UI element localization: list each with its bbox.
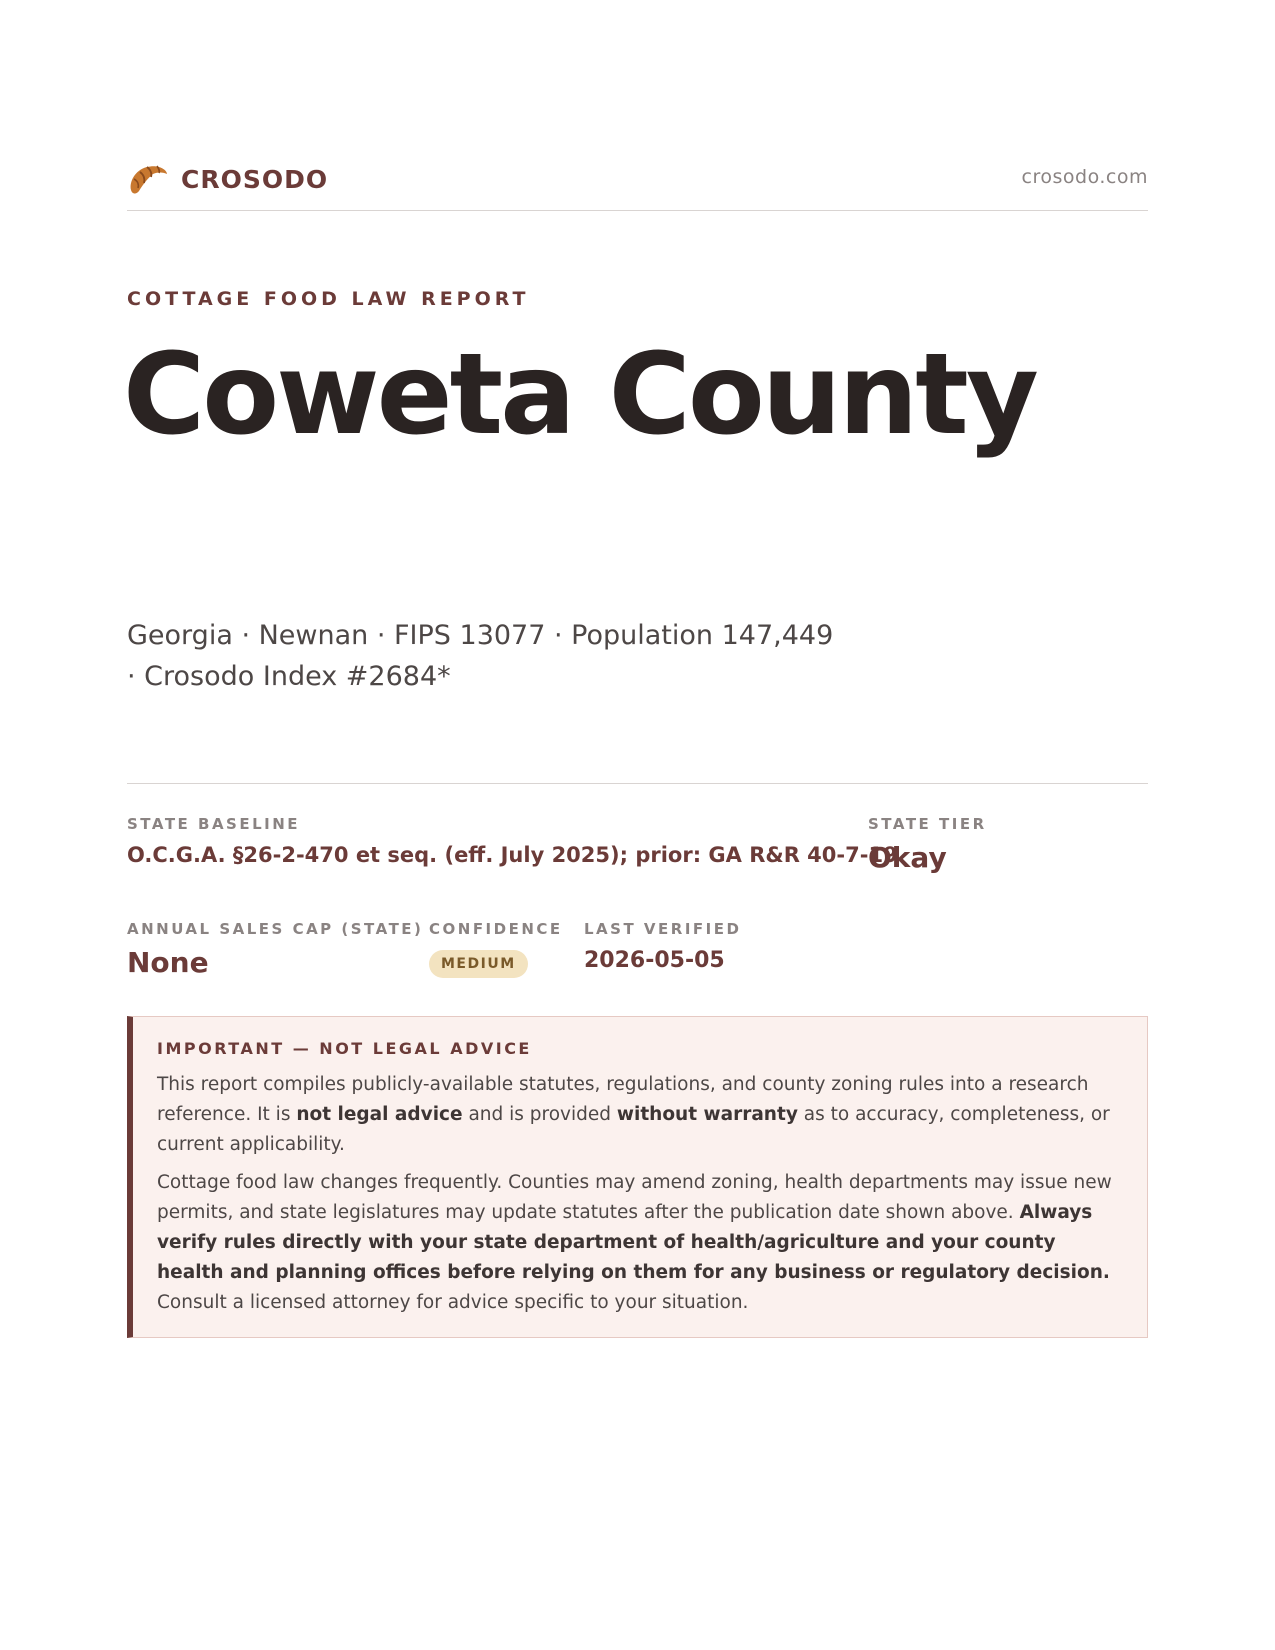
state-tier-label: STATE TIER: [868, 815, 987, 833]
state-baseline-field: [127, 815, 898, 867]
last-verified-field: [584, 920, 741, 973]
confidence-label: CONFIDENCE: [429, 920, 563, 938]
report-eyebrow: COTTAGE FOOD LAW REPORT: [127, 288, 530, 310]
divider: [127, 783, 1148, 784]
state-baseline-label: STATE BASELINE: [127, 815, 301, 833]
croissant-icon: [127, 160, 169, 198]
legal-disclaimer-notice: [127, 1016, 1148, 1338]
sales-cap-field: [127, 920, 423, 979]
notice-text: and is provided: [462, 1104, 617, 1125]
notice-emphasis: not legal advice: [296, 1104, 463, 1125]
page-title: Coweta County: [123, 330, 1036, 460]
report-header: [127, 160, 1148, 211]
sales-cap-value: None: [127, 946, 209, 979]
notice-text: Cottage food law changes frequently. Counties may amend zoning, health departments may issue new permits, and state legislatures may update statutes after the publication date shown above.: [157, 1172, 1112, 1223]
notice-text: as to accuracy, completeness, or current applicability.: [157, 1104, 1110, 1155]
site-url-link[interactable]: crosodo.com: [1021, 166, 1148, 188]
state-baseline-value: O.C.G.A. §26-2-470 et seq. (eff. July 2025); prior: GA R&R 40-7-19: [127, 843, 898, 867]
brand-name: CROSODO: [181, 164, 329, 194]
confidence-field: [429, 920, 563, 978]
last-verified-label: LAST VERIFIED: [584, 920, 742, 938]
notice-paragraph-2: [157, 1168, 1123, 1318]
notice-title: IMPORTANT — NOT LEGAL ADVICE: [157, 1039, 532, 1058]
report-page: [123, 0, 1148, 1650]
state-tier-field: [868, 815, 987, 874]
sales-cap-label: ANNUAL SALES CAP (STATE): [127, 920, 424, 938]
notice-emphasis: without warranty: [616, 1104, 798, 1125]
report-subtitle: Georgia · Newnan · FIPS 13077 · Population 147,449 · Crosodo Index #2684*: [127, 620, 834, 692]
notice-emphasis: Always verify rules directly with your state department of health/agriculture and your county health and planning offices before relying on them for any business or regulatory decision.: [157, 1202, 1110, 1283]
last-verified-value: 2026-05-05: [584, 948, 725, 973]
notice-paragraph-1: [157, 1070, 1123, 1160]
brand[interactable]: [127, 160, 328, 198]
notice-text: Consult a licensed attorney for advice specific to your situation.: [157, 1292, 749, 1313]
confidence-badge: MEDIUM: [429, 950, 528, 978]
notice-text: This report compiles publicly-available statutes, regulations, and county zoning rules into a research reference. It is: [157, 1074, 1089, 1125]
state-tier-value: Okay: [868, 841, 947, 874]
